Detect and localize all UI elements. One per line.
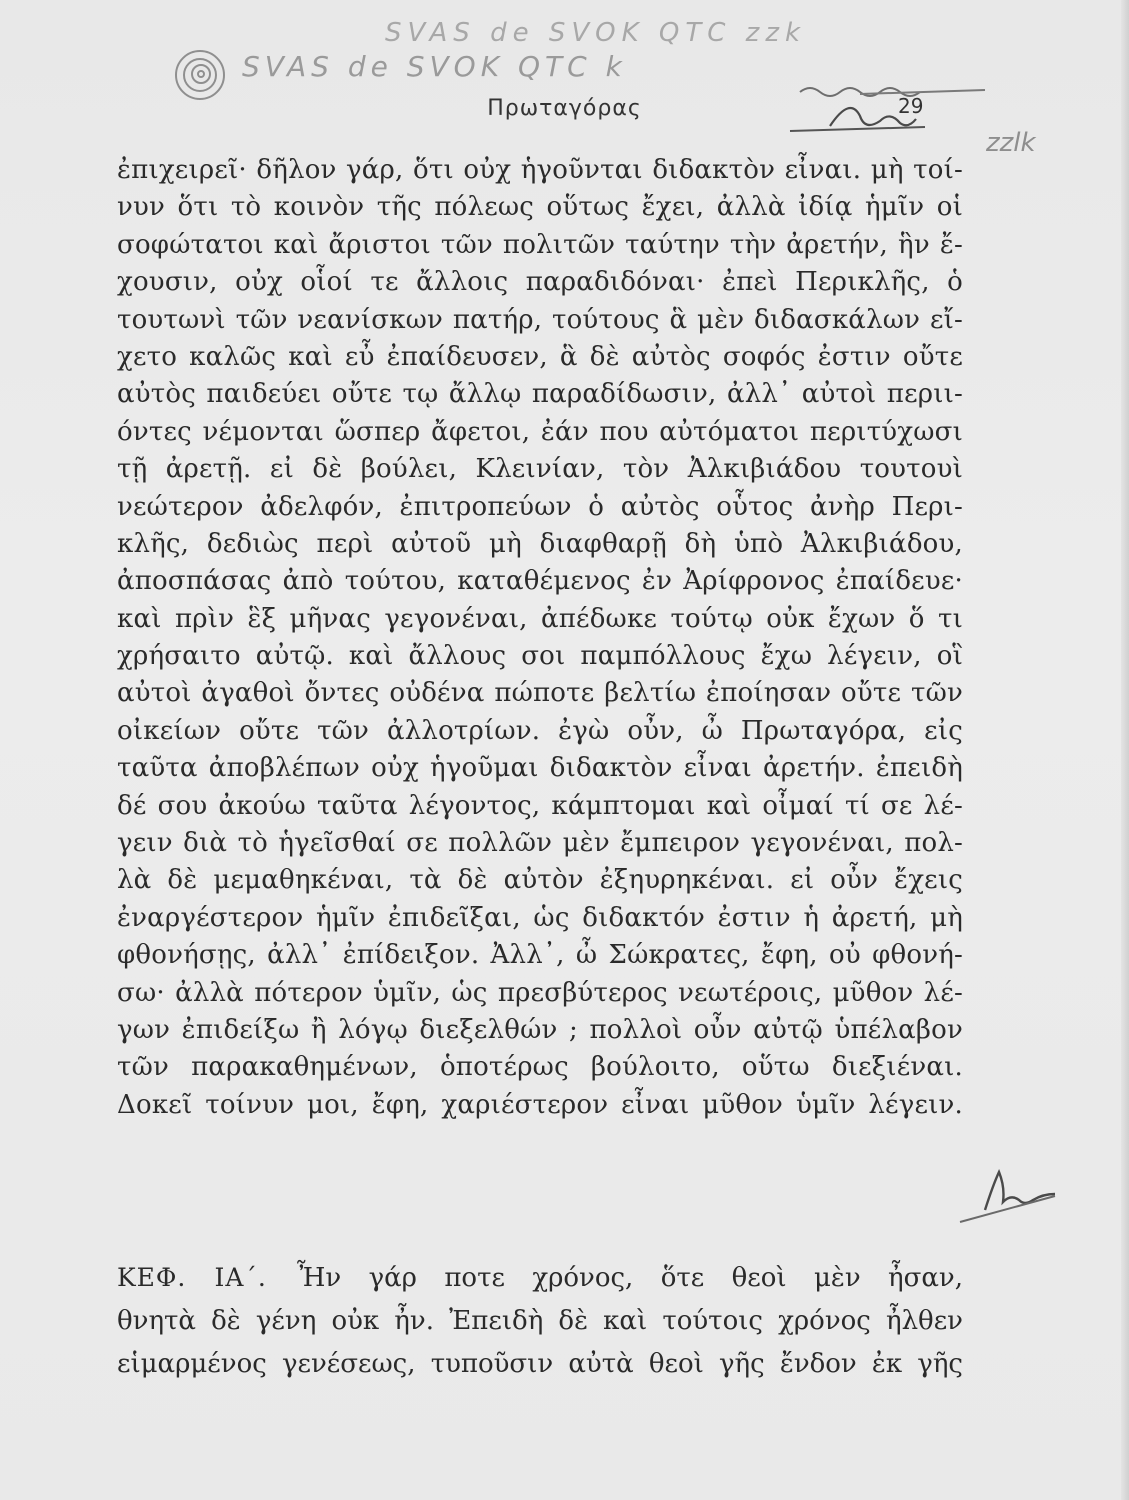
body-line: αὐτὸς παιδεύει οὔτε τῳ ἄλλῳ παραδίδωσιν, ἀλλ᾽ αὐτοὶ περιι- xyxy=(117,379,963,410)
body-line: οἰκείων οὔτε τῶν ἀλλοτρίων. ἐγὼ οὖν, ὦ Πρωταγόρα, εἰς xyxy=(117,715,963,746)
body-line: νυν ὅτι τὸ κοινὸν τῆς πόλεως οὕτως ἔχει, ἀλλὰ ἰδίᾳ ἡμῖν οἱ xyxy=(117,192,963,223)
pencil-note-margin: zzlk xyxy=(986,128,1036,158)
body-line: ἐναργέστερον ἡμῖν ἐπιδεῖξαι, ὡς διδακτόν ἐστιν ἡ ἀρετή, μὴ xyxy=(117,902,963,933)
body-line: γων ἐπιδείξω ἢ λόγῳ διεξελθών ; πολλοὶ οὖν αὐτῷ ὑπέλαβον xyxy=(117,1014,963,1045)
body-line: σω· ἀλλὰ πότερον ὑμῖν, ὡς πρεσβύτερος νεωτέροις, μῦθον λέ- xyxy=(117,977,963,1008)
chapter-first-line xyxy=(117,1258,963,1301)
body-line-last: Δοκεῖ τοίνυν μοι, ἔφη, χαριέστερον εἶναι μῦθον ὑμῖν λέγειν. xyxy=(117,1089,963,1120)
body-line: χετο καλῶς καὶ εὖ ἐπαίδευσεν, ἃ δὲ αὐτὸς σοφός ἐστιν οὔτε xyxy=(117,341,963,372)
spiral-doodle-icon xyxy=(176,51,224,99)
pencil-note-second: SVAS de SVOK QTC k xyxy=(242,50,627,83)
body-line: λὰ δὲ μεμαθηκέναι, τὰ δὲ αὐτὸν ἐξηυρηκέναι. εἰ οὖν ἔχεις xyxy=(117,865,963,896)
body-line: χουσιν, οὐχ οἷοί τε ἄλλοις παραδιδόναι· ἐπεὶ Περικλῆς, ὁ xyxy=(117,267,963,298)
chapter-line: θνητὰ δὲ γένη οὐκ ἦν. Ἐπειδὴ δὲ καὶ τούτοις χρόνος ἦλθεν xyxy=(117,1306,963,1336)
body-line: σοφώτατοι καὶ ἄριστοι τῶν πολιτῶν ταύτην τὴν ἀρετήν, ἣν ἔ- xyxy=(117,229,963,260)
pencil-underline-pagenum xyxy=(790,127,925,131)
body-line: αὐτοὶ ἀγαθοὶ ὄντες οὐδένα πώποτε βελτίω ἐποίησαν οὔτε τῶν xyxy=(117,678,963,709)
body-line: κλῆς, δεδιὼς περὶ αὐτοῦ μὴ διαφθαρῇ δὴ ὑπὸ Ἀλκιβιάδου, xyxy=(117,528,963,559)
page-number: 29 xyxy=(898,94,924,118)
running-header-title: Πρωταγόρας xyxy=(487,96,642,121)
body-line: όντες νέμονται ὥσπερ ἄφετοι, ἐάν που αὐτόματοι περιτύχωσι xyxy=(117,416,963,447)
pencil-signature-stroke xyxy=(960,1196,1055,1222)
body-line: δέ σου ἀκούω ταῦτα λέγοντος, κάμπτομαι καὶ οἶμαί τί σε λέ- xyxy=(117,790,963,821)
body-line: τῇ ἀρετῇ. εἰ δὲ βούλει, Κλεινίαν, τὸν Ἀλκιβιάδου τουτουὶ xyxy=(117,454,963,485)
body-text xyxy=(117,152,963,1124)
body-line: καὶ πρὶν ἓξ μῆνας γεγονέναι, ἀπέδωκε τούτῳ οὐκ ἔχων ὅ τι xyxy=(117,603,963,634)
body-line: τουτωνὶ τῶν νεανίσκων πατήρ, τούτους ἃ μὲν διδασκάλων εἴ- xyxy=(117,304,963,335)
body-line: ἀποσπάσας ἀπὸ τούτου, καταθέμενος ἐν Ἀρίφρονος ἐπαίδευε· xyxy=(117,566,963,597)
body-line: ταῦτα ἀποβλέπων οὐχ ἡγοῦμαι διδακτὸν εἶναι ἀρετήν. ἐπειδὴ xyxy=(117,753,963,784)
body-line: ἐπιχειρεῖ· δῆλον γάρ, ὅτι οὐχ ἡγοῦνται διδακτὸν εἶναι. μὴ τοί- xyxy=(117,155,963,185)
pencil-signature-bottom xyxy=(985,1172,1055,1210)
body-line: φθονήσῃς, ἀλλ᾽ ἐπίδειξον. Ἀλλ᾽, ὦ Σώκρατες, ἔφη, οὐ φθονή- xyxy=(117,940,963,971)
pencil-note-top: SVAS de SVOK QTC zzk xyxy=(385,18,807,48)
body-line: τῶν παρακαθημένων, ὁποτέρως βούλοιτο, οὕτω διεξιέναι. xyxy=(117,1052,963,1083)
chapter-heading: ΚΕΦ. ΙΑ΄. xyxy=(117,1263,267,1292)
body-line: νεώτερον ἀδελφόν, ἐπιτροπεύων ὁ αὐτὸς οὗτος ἀνὴρ Περι- xyxy=(117,491,963,522)
chapter-line: εἱμαρμένος γενέσεως, τυποῦσιν αὐτὰ θεοὶ γῆς ἔνδον ἐκ γῆς xyxy=(117,1349,963,1379)
chapter-section xyxy=(117,1258,963,1387)
body-line: γειν διὰ τὸ ἡγεῖσθαί σε πολλῶν μὲν ἔμπειρον γεγονέναι, πολ- xyxy=(117,828,963,859)
body-line: χρήσαιτο αὐτῷ. καὶ ἄλλους σοι παμπόλλους ἔχω λέγειν, οἳ xyxy=(117,641,963,672)
page-edge xyxy=(1121,0,1129,1500)
chapter-first-line-text: Ἦν γάρ ποτε χρόνος, ὅτε θεοὶ μὲν ἦσαν, xyxy=(296,1263,963,1293)
